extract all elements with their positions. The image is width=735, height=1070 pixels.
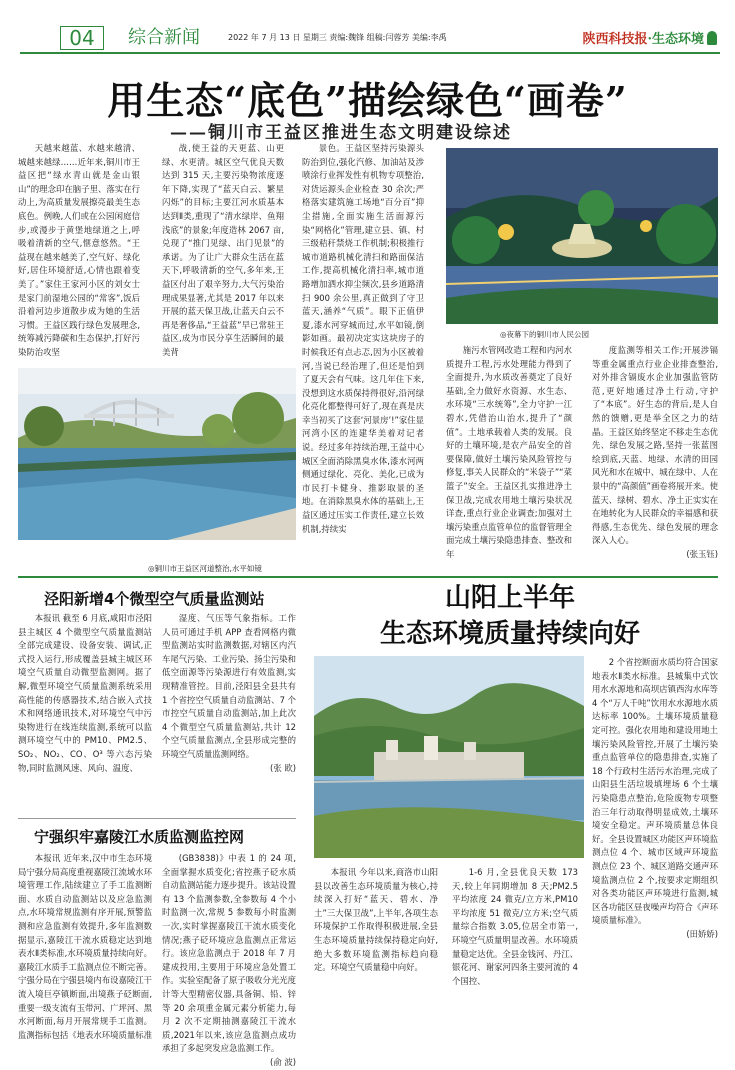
story4-column-2 — [452, 866, 578, 1008]
story2-column-2 — [162, 612, 296, 810]
brand-section: ·生态环境 — [647, 32, 704, 47]
night-park-caption: ◎夜幕下的铜川市人民公园 — [500, 330, 590, 339]
story4-column-3 — [592, 656, 718, 998]
shanyang-city-photo — [314, 656, 584, 858]
story-divider — [18, 818, 296, 819]
story4-col1-text: 本报讯 今年以来,商洛市山阳县以改善生态环境质量为核心,持续深入打好“蓝天、碧水、净土”三大保卫战”,上半年,各项生态环境保护工作取得积极进展,全县生态环境质量持续保持稳定向好,绝大多数环境监测指标趋向稳定。环境空气质量稳中向好。 — [314, 867, 438, 973]
issue-meta: 2022 年 7 月 13 日 星期三 责编:魏锋 组稿:闫蓉芳 美编:李禹 — [228, 33, 447, 42]
story2-column-1 — [18, 612, 152, 810]
story2-col2-text: 湿度、气压等气象指标。工作人员可通过手机 APP 查看网格内微型监测站实时监测数据,对辖区内汽车尾气污染、工业污染、扬尘污染和低空面源等污染源进行有效监测,实现精准管控。目前,泾阳县全县共有 1 个省控空气质量自动监测站、7 个市控空气质量自动监测站,加上此次 4 个微型空气质量监测站,共计 12 个空气质量监测点,全县形成完整的环境空气质量监测网络。 — [162, 613, 296, 759]
story4-author-sign: (田娇娇) — [686, 928, 718, 939]
section-name: 综合新闻 — [128, 27, 200, 48]
main-subheadline: ——铜川市王益区推进生态文明建设综述 — [170, 123, 512, 143]
story4-column-1 — [314, 866, 438, 1008]
story4-col3-text: 2 个省控断面水质均符合国家地表水Ⅱ类水标准。县城集中式饮用水水源地和高坝店镇西沟水库等 4 个“万人千吨”饮用水水源地水质达标率 100%。土壤环境质量稳定可控。强化农用地和建设用地土壤污染风险管控,开展了土壤污染重点监管单位的隐患排查,实施了 18 个行政村生活污水治理,完成了山阳县生活垃圾填埋场 6 个土壤污染隐患点整治,危险废物专项整治三年行动取得明显成效,土壤环境安全稳定。声环境质量总体良好。全县设置城区功能区声环境监测点位 4 个、城市区域声环境监测点位 23 个、城区道路交通声环境监测点位 2 个,按要求定期组织对各类功能区声环境进行监测,城区各功能区昼夜噪声均符合《声环境质量标准》。 — [592, 657, 718, 926]
header-rule — [20, 52, 720, 54]
story4-headline-line2: 生态环境质量持续向好 — [379, 619, 640, 649]
page-header — [0, 0, 735, 56]
night-park-photo — [446, 148, 718, 324]
story2-headline: 泾阳新增4个微型空气质量监测站 — [44, 590, 265, 608]
main-column-1 — [18, 142, 140, 372]
story4-headline-line1: 山阳上半年 — [444, 583, 575, 613]
story4-col2-text: 1-6 月,全县优良天数 173 天,较上年同期增加 8 天;PM2.5 平均浓度 24 微克/立方米,PM10 平均浓度 51 微克/立方米;空气质量综合指数 3.05,位居全市第一,环境空气质量明显改善。水环境质量稳定达优。全县金钱河、丹江、银花河、谢家河四条主要河流的 4 个国控、 — [452, 867, 578, 986]
story3-column-2 — [162, 852, 296, 1067]
story3-col1-text: 本报讯 近年来,汉中市生态环境局宁强分局高度重视嘉陵江流域水环境管理工作,陆续建立了手工监测断面、水质自动监测站以及应急监测点,水环境常规监测有序开展,预警监测和应急监测有效提升,多年监测数据显示,嘉陵江干流水质稳定达到地表水Ⅱ类标准,水环境质量持续向好。嘉陵江水质手工监测点位不断完善。宁强分局在宁强县境内布设嘉陵江干流入境巨亭镇断面,出境燕子砭断面,重要一级支流有玉带河、广坪河、黑水河断面,每月开展常规手工监测。监测指标包括《地表水环境质量标准 — [18, 853, 152, 1040]
main-column-2 — [162, 142, 284, 372]
main-col3-text: 景色。王益区坚持污染源头防治到位,强化汽修、加油站及涉喷涂行业挥发性有机物专项整治,对货运源头企业检查 30 余次;严格落实建筑施工场地“百分百”抑尘措施,全面实施生活面源污染“网格化”管理,建立县、镇、村三级秸秆禁烧工作机制;积极推行城市道路机械化清扫和路面保洁工作,提高机械化清扫率,城市道路增加洒水抑尘频次,县乡道路清扫 900 余公里,真正做到了守卫蓝天,涵养“气质”。眼下正值伊夏,漆水河穿城而过,水平如镜,倒影如画。最初决定实这块房子的时候我还有点忐忑,因为小区被着河,当说已经治理了,但还是怕到了夏天会有气味。这几年住下来,没想到这水质保持得很好,沿河绿化亮化都整得可好了,现在真是庆幸当初买了这套‘河景房’!”家住显河湾小区的连建华美着对记者说。经过多年持续治理,王益中心城区全面消除黑臭水体,漆水河两侧通过绿化、亮化、美化,已成为市民打卡健身、推影取景的圣地。在消除黑臭水体的基础上,王益区通过压实工作责任,建立长效机制,持续实 — [302, 143, 424, 534]
river-photo-caption: ◎铜川市王益区河道整治,水平如镜 — [148, 564, 262, 573]
story3-col2-text: (GB3838)》中表 1 的 24 项,全面掌握水质变化;省控燕子砭水质自动监测站能力逐步提升。该站设置有 13 个监测参数,全参数每 4 个小时监测一次,常规 5 参数每小时监测一次,实时掌握嘉陵江干流水质变化情况;燕子砭环境应急监测点正常运行。该应急监测点于 2018 年 7 月建成投用,主要用于环境应急处置工作。实验室配备了原子吸收分光光度计等大型精密仪器,具备铜、铅、锌等 20 余项重金属元素分析能力,每月 2 次不定期抽测嘉陵江干流水质,2021年以来,该应急监测点成功承担了多起突发应急监测工作。 — [162, 853, 296, 1054]
main-column-5 — [592, 344, 718, 564]
brand-masthead — [582, 28, 717, 47]
story4-headline — [310, 580, 710, 652]
main-column-3 — [302, 142, 424, 562]
story3-headline: 宁强织牢嘉陵江水质监测监控网 — [34, 828, 245, 846]
river-photo — [18, 368, 296, 540]
section-divider — [18, 576, 718, 578]
main-col2-text: 战,使王益的天更蓝、山更绿、水更清。城区空气优良天数达到 315 天,主要污染物浓度逐年下降,实现了“蓝天白云、繁星闪烁”的目标;主要江河水质基本达到Ⅱ类,重现了“清水绿岸、鱼翔浅底”的景象;年度造林 2067 亩,兑现了“推门见绿、出门见景”的承诺。为了让广大群众生活在蓝天下,呼吸清新的空气,多年来,王益区付出了艰辛努力,大气污染治理成果显著,尤其是 2017 年以来开展的蓝天保卫战,让蓝天白云不再是奢侈品,“王益蓝”早已常驻王益区,成为市民分享生活瞬间的最美背 — [162, 143, 284, 357]
story3-author-sign: (俞 波) — [270, 1056, 296, 1067]
leaf-icon — [707, 31, 717, 45]
page-number: 04 — [60, 26, 104, 50]
story2-author-sign: (张 欧) — [270, 762, 296, 773]
story3-column-1 — [18, 852, 152, 1058]
main-col5-text: 度监测等相关工作;开展涉镉等重金属重点行业企业排查整治,对外排含镉废水企业加强监管防范,更好地通过净土行动,守护了“本底”。好生态的背后,是人自然的馈赠,更是举全区之力的结晶。王益区始终坚定不移走生态优先、绿色发展之路,坚持一张蓝图绘到底,天蓝、地绿、水清的田园风光和水在城中、城在绿中、人在景中的“高颜值”画卷将展开来。使蓝天、绿树、碧水、净土正实实在在地转化为人民群众的幸福感和获得感,生态优先、绿色发展的理念深入人心。 — [592, 345, 718, 546]
main-author-sign: (张玉钰) — [686, 548, 718, 559]
main-col1-text: 天越来越蓝、水越来越清、城越来越绿……近年来,铜川市王益区把“绿水青山就是金山银山”的理念印在脑子里、落实在行动上,为高质量发展擦亮最美生态底色。例晚,人们或在公园闲庭信步,或漫步于黄堡地绿道之上,呼吸着清新的空气,惬意悠然。“王益现在越来越美了,空气好、绿化好,居住环境舒适,心情也跟着变美了。”家住王家河小区的刘女士是家门前湿地公园的“常客”,饭后沿着河边步道散步成为她的生活习惯。王益区践行绿色发展理念,统筹减污降碳和生态保护,打好污染防治攻坚 — [18, 143, 140, 357]
main-col4-text: 施污水管网改造工程和内河水质提升工程,污水处理能力得到了全面提升,为水质改善奠定了良好基础,全力做好水资源、水生态、水环境“三水统筹”,全力守护一江碧水,凭借治山治水,提升了“颜值”。土地承载着人类的发展。良好的土壤环境,是农产品安全的首要保障,做好土壤污染风险管控与修复,事关人民群众的“米袋子”“菜篮子”安全。王益区扎实推进净土保卫战,完成农用地土壤污染状况详查,重点行业企业调查;加强对土壤污染重点监管单位的监督管理全面完成土壤污染隐患排查、整改和年 — [446, 345, 572, 559]
main-column-4 — [446, 344, 572, 562]
story2-col1-text: 本报讯 截至 6 月底,咸阳市泾阳县主城区 4 个微型空气质量监测站全部完成建设、设备安装、调试,正式投入运行,形成覆盖县城主城区环境空气质量自动微型监测网。据了解,微型环境空气质量监测系统采用高性能的传感器技术,结合嵌入式技术和网络通讯技术,对环境空气中污染物进行在线连续监测,系统可以监测环境空气中的 PM10、PM2.5、SO₂、NO₂、CO、O³ 等六态污染物,同时监测风速、风向、温度、 — [18, 613, 152, 773]
brand-name: 陕西科技报 — [582, 32, 648, 47]
main-headline: 用生态“底色”描绘绿色“画卷” — [107, 78, 628, 123]
